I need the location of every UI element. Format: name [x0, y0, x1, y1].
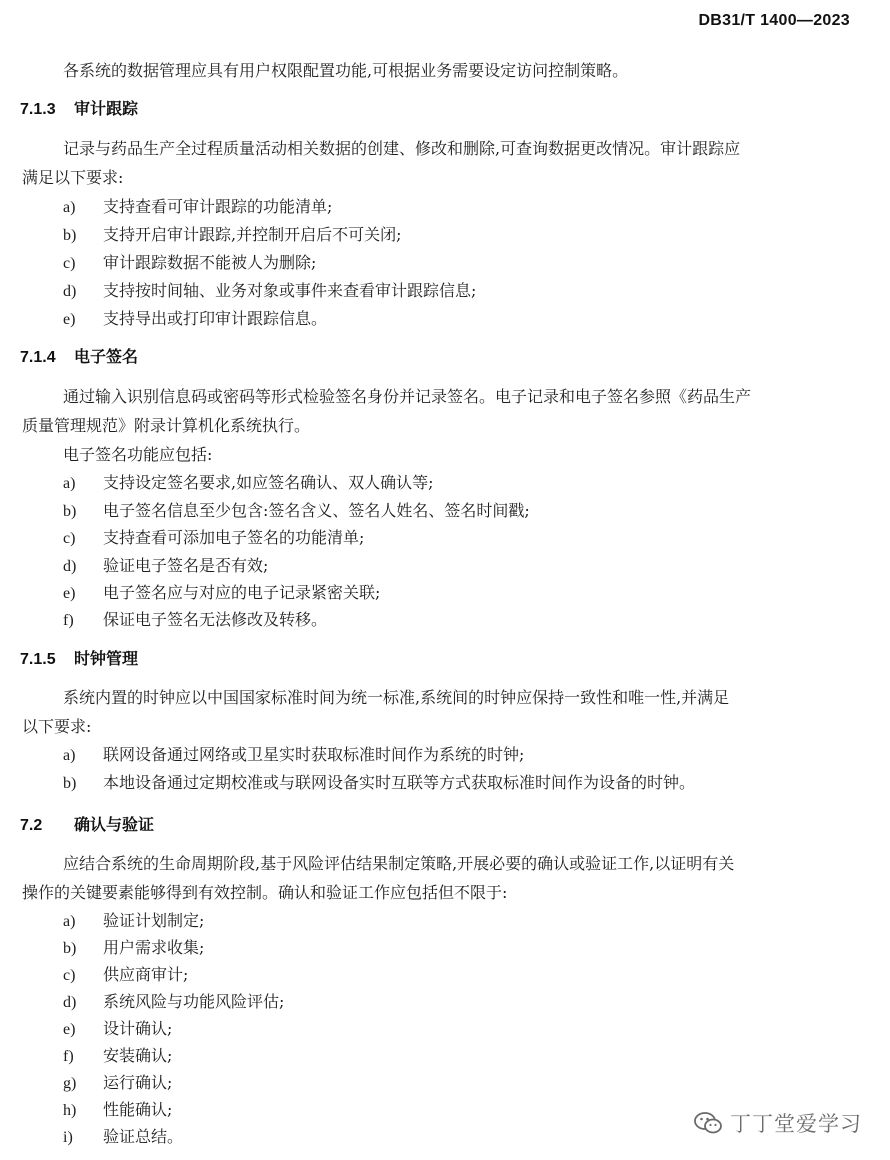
list-item [63, 609, 327, 632]
section-number: 7.1.4 [20, 349, 56, 366]
list-item-text: 性能确认; [103, 1100, 173, 1119]
paragraph-line: 电子签名功能应包括: [63, 445, 213, 464]
list-item-text: 验证总结。 [103, 1127, 184, 1146]
list-item [63, 964, 188, 987]
list-marker: d) [63, 994, 77, 1011]
list-marker: a) [63, 199, 76, 216]
list-marker: b) [63, 775, 77, 792]
paragraph-line: 记录与药品生产全过程质量活动相关数据的创建、修改和删除,可查询数据更改情况。审计跟踪应 [63, 139, 741, 158]
list-item [63, 772, 695, 795]
list-item-text: 安装确认; [103, 1046, 173, 1065]
list-item-text: 本地设备通过定期校准或与联网设备实时互联等方式获取标准时间作为设备的时钟。 [103, 773, 696, 792]
list-item-text: 审计跟踪数据不能被人为删除; [103, 253, 317, 272]
list-marker: c) [63, 530, 76, 547]
list-marker: a) [63, 475, 76, 492]
list-item-text: 设计确认; [103, 1019, 173, 1038]
list-item-text: 电子签名信息至少包含:签名含义、签名人姓名、签名时间戳; [103, 501, 530, 520]
list-marker: b) [63, 227, 77, 244]
list-item [63, 308, 327, 331]
list-item [63, 1045, 172, 1068]
list-item-text: 联网设备通过网络或卫星实时获取标准时间作为系统的时钟; [103, 745, 525, 764]
list-item-text: 验证计划制定; [103, 911, 205, 930]
list-item [63, 744, 524, 767]
paragraph-line: 操作的关键要素能够得到有效控制。确认和验证工作应包括但不限于: [22, 883, 508, 902]
list-marker: a) [63, 913, 76, 930]
list-item [63, 1099, 172, 1122]
list-marker: c) [63, 967, 76, 984]
list-item-text: 支持设定签名要求,如应签名确认、双人确认等; [103, 473, 434, 492]
list-item-text: 支持导出或打印审计跟踪信息。 [103, 309, 328, 328]
paragraph-line: 通过输入识别信息码或密码等形式检验签名身份并记录签名。电子记录和电子签名参照《药品生产 [63, 387, 752, 406]
document-code: DB31/T 1400—2023 [698, 12, 850, 29]
list-item-text: 支持按时间轴、业务对象或事件来查看审计跟踪信息; [103, 281, 477, 300]
section-heading-7-2 [20, 814, 154, 837]
intro-line: 各系统的数据管理应具有用户权限配置功能,可根据业务需要设定访问控制策略。 [63, 61, 629, 80]
list-item [63, 1018, 172, 1041]
list-marker: e) [63, 311, 76, 328]
paragraph-line: 系统内置的时钟应以中国国家标准时间为统一标准,系统间的时钟应保持一致性和唯一性,并满足 [63, 688, 730, 707]
list-item-text: 保证电子签名无法修改及转移。 [103, 610, 328, 629]
list-item [63, 582, 380, 605]
section-number: 7.1.3 [20, 101, 56, 118]
section-title: 审计跟踪 [74, 99, 139, 118]
list-item [63, 527, 364, 550]
list-item [63, 280, 476, 303]
section-heading-7-1-3 [20, 98, 138, 121]
section-title: 确认与验证 [74, 815, 155, 834]
section-title: 时钟管理 [74, 649, 139, 668]
list-item [63, 252, 316, 275]
list-item [63, 937, 204, 960]
list-item [63, 1072, 172, 1095]
list-marker: f) [63, 1048, 74, 1065]
section-heading-7-1-5 [20, 648, 138, 671]
list-marker: d) [63, 283, 77, 300]
list-marker: a) [63, 747, 76, 764]
paragraph-line: 应结合系统的生命周期阶段,基于风险评估结果制定策略,开展必要的确认或验证工作,以证明有关 [63, 854, 735, 873]
section-title: 电子签名 [74, 347, 139, 366]
wechat-icon [694, 1111, 722, 1135]
list-item [63, 555, 268, 578]
list-item [63, 910, 204, 933]
section-heading-7-1-4 [20, 346, 138, 369]
list-marker: c) [63, 255, 76, 272]
paragraph-line: 以下要求: [22, 717, 92, 736]
paragraph-line: 满足以下要求: [22, 168, 124, 187]
watermark [694, 1108, 862, 1138]
list-item-text: 支持开启审计跟踪,并控制开启后不可关闭; [103, 225, 402, 244]
list-marker: i) [63, 1129, 73, 1146]
list-item [63, 500, 530, 523]
list-item [63, 1126, 183, 1149]
list-item-text: 供应商审计; [103, 965, 189, 984]
list-item [63, 196, 332, 219]
list-item [63, 224, 401, 247]
list-item-text: 支持查看可审计跟踪的功能清单; [103, 197, 333, 216]
list-item [63, 991, 284, 1014]
list-marker: d) [63, 558, 77, 575]
paragraph-line: 质量管理规范》附录计算机化系统执行。 [22, 416, 311, 435]
list-marker: e) [63, 1021, 76, 1038]
list-marker: h) [63, 1102, 77, 1119]
list-marker: e) [63, 585, 76, 602]
section-number: 7.2 [20, 817, 43, 834]
list-marker: f) [63, 612, 74, 629]
watermark-text: 丁丁堂爱学习 [730, 1112, 862, 1136]
list-item [63, 472, 433, 495]
list-marker: b) [63, 940, 77, 957]
list-item-text: 系统风险与功能风险评估; [103, 992, 285, 1011]
list-item-text: 支持查看可添加电子签名的功能清单; [103, 528, 365, 547]
list-item-text: 电子签名应与对应的电子记录紧密关联; [103, 583, 381, 602]
list-item-text: 用户需求收集; [103, 938, 205, 957]
list-item-text: 验证电子签名是否有效; [103, 556, 269, 575]
list-item-text: 运行确认; [103, 1073, 173, 1092]
list-marker: b) [63, 503, 77, 520]
list-marker: g) [63, 1075, 77, 1092]
section-number: 7.1.5 [20, 651, 56, 668]
